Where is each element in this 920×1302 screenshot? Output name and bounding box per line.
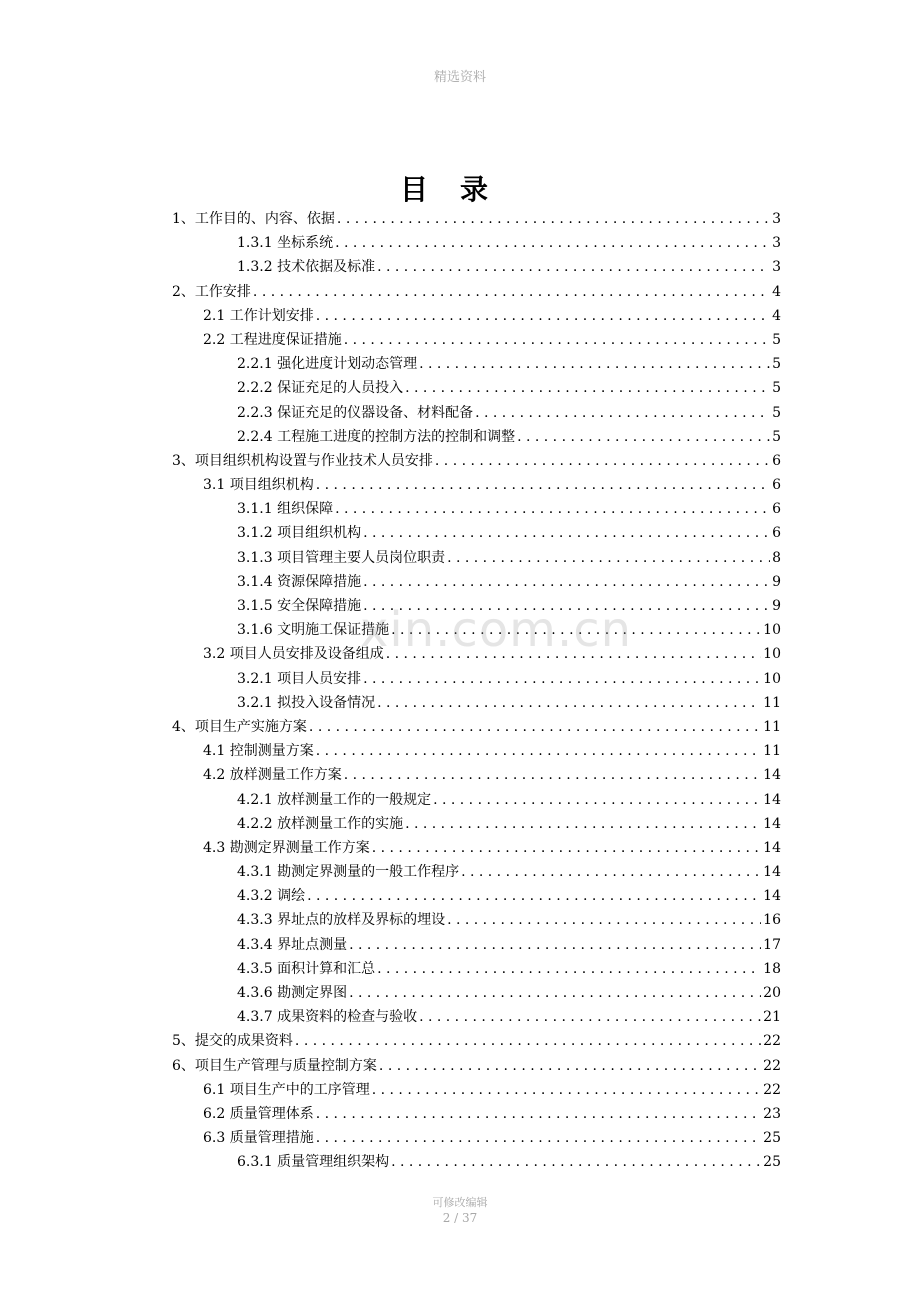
toc-leader-dots [363,521,770,545]
toc-leader-dots [377,255,770,279]
toc-entry-label: 4.1 控制测量方案 [203,743,314,760]
toc-entry-label: 6.3.1 质量管理组织架构 [237,1154,390,1171]
toc-entry-page: 22 [763,1081,781,1098]
toc-entry-label: 1.3.1 坐标系统 [237,235,334,252]
toc-entry-page: 4 [772,283,781,300]
toc-entry[interactable] [172,570,781,594]
toc-entry-label: 2.2 工程进度保证措施 [203,331,342,348]
toc-entry[interactable] [172,449,781,473]
toc-entry-label: 4.2.2 放样测量工作的实施 [237,815,404,832]
toc-leader-dots [379,1054,761,1078]
toc-leader-dots [405,812,761,836]
toc-entry-label: 1、工作目的、内容、依据 [172,211,335,227]
toc-entry-page: 9 [772,598,781,614]
toc-entry-page: 14 [763,888,781,905]
toc-entry-label: 3.2 项目人员安排及设备组成 [203,646,384,663]
toc-entry[interactable] [172,1150,781,1174]
toc-leader-dots [419,352,770,376]
toc-entry-page: 4 [772,307,781,324]
toc-leader-dots [447,908,761,932]
toc-entry-page: 25 [763,1154,781,1171]
toc-entry-label: 4.3.1 勘测定界测量的一般工作程序 [237,864,460,881]
toc-entry-page: 10 [763,646,781,663]
toc-entry-label: 6.2 质量管理体系 [203,1105,314,1122]
toc-entry[interactable] [172,667,781,691]
toc-leader-dots [372,836,761,860]
toc-entry[interactable] [172,352,781,376]
toc-entry-label: 1.3.2 技术依据及标准 [237,259,376,276]
page-number: 2 / 37 [442,1211,478,1225]
toc-entry-page: 5 [772,380,781,397]
toc-leader-dots [307,884,761,908]
toc-leader-dots [316,739,761,763]
toc-leader-dots [316,304,770,328]
toc-entry-label: 6.3 质量管理措施 [203,1130,314,1147]
toc-leader-dots [363,667,761,691]
toc-entry-label: 3.1.1 组织保障 [237,501,334,518]
toc-entry-page: 16 [763,912,781,929]
toc-leader-dots [335,231,770,255]
toc-leader-dots [253,280,770,304]
toc-leader-dots [349,981,761,1005]
toc-entry[interactable] [172,1029,781,1053]
toc-entry-page: 8 [772,549,781,566]
toc-entry-label: 6、项目生产管理与质量控制方案 [172,1057,377,1074]
toc-entry-label: 4、项目生产实施方案 [172,718,307,735]
toc-entry-page: 3 [772,235,781,252]
toc-leader-dots [344,328,770,352]
toc-entry-page: 6 [772,477,781,494]
toc-leader-dots [433,788,761,812]
toc-leader-dots [335,497,770,521]
toc-entry-page: 22 [763,1057,781,1074]
toc-entry-label: 6.1 项目生产中的工序管理 [203,1081,370,1098]
toc-entry[interactable] [172,812,781,836]
toc-entry-label: 4.2.1 放样测量工作的一般规定 [237,791,432,808]
toc-entry-label: 3.1.4 资源保障措施 [237,573,362,590]
table-of-contents [172,207,781,1175]
toc-entry-label: 4.3.6 勘测定界图 [237,985,348,1001]
toc-entry[interactable] [172,497,781,521]
toc-entry[interactable] [172,715,781,739]
toc-leader-dots [391,1150,761,1174]
toc-entry-label: 3.1.5 安全保障措施 [237,598,362,614]
toc-entry[interactable] [172,376,781,400]
toc-entry-label: 4.3.2 调绘 [237,888,306,905]
toc-entry-page: 20 [763,985,781,1001]
toc-entry-page: 14 [763,767,781,784]
toc-entry-page: 3 [772,211,781,227]
toc-entry-page: 5 [772,331,781,348]
toc-entry-page: 6 [772,501,781,518]
toc-entry-page: 11 [763,718,781,735]
toc-entry-page: 5 [772,428,781,445]
toc-entry-label: 2.2.2 保证充足的人员投入 [237,380,404,397]
toc-leader-dots [405,376,770,400]
toc-leader-dots [461,860,761,884]
toc-entry-page: 3 [772,259,781,276]
toc-entry-page: 21 [763,1009,781,1026]
toc-entry-page: 14 [763,815,781,832]
toc-entry-page: 11 [763,743,781,760]
toc-entry-label: 3.1 项目组织机构 [203,477,314,494]
toc-leader-dots [295,1029,761,1053]
toc-entry[interactable] [172,981,781,1005]
toc-entry[interactable] [172,304,781,328]
toc-entry[interactable] [172,231,781,255]
toc-entry[interactable] [172,425,781,449]
toc-entry-page: 5 [772,404,781,421]
toc-entry-label: 4.3.4 界址点测量 [237,936,348,953]
toc-entry-label: 3.2.1 拟投入设备情况 [237,694,376,711]
toc-entry-page: 23 [763,1105,781,1122]
toc-entry-label: 2、工作安排 [172,283,251,300]
toc-entry[interactable] [172,207,781,231]
toc-entry-label: 3.1.6 文明施工保证措施 [237,622,390,639]
toc-leader-dots [419,1005,761,1029]
toc-leader-dots [377,691,761,715]
toc-entry-page: 10 [763,670,781,687]
toc-entry-label: 3.1.2 项目组织机构 [237,525,362,542]
toc-entry-label: 4.3.3 界址点的放样及界标的埋设 [237,912,446,929]
toc-entry-label: 2.2.4 工程施工进度的控制方法的控制和调整 [237,428,516,445]
toc-leader-dots [435,449,770,473]
toc-leader-dots [337,207,770,231]
toc-entry-label: 3.2.1 项目人员安排 [237,670,362,687]
watermark: xin.com.cn [360,602,633,658]
toc-leader-dots [377,957,761,981]
toc-entry[interactable] [172,788,781,812]
toc-entry[interactable] [172,739,781,763]
toc-entry-page: 17 [763,936,781,953]
toc-entry[interactable] [172,1126,781,1150]
toc-entry[interactable] [172,860,781,884]
toc-entry[interactable] [172,836,781,860]
toc-leader-dots [309,715,761,739]
toc-entry-page: 14 [763,839,781,856]
toc-leader-dots [517,425,770,449]
toc-entry[interactable] [172,546,781,570]
toc-title: 目录 [399,173,520,206]
toc-entry[interactable] [172,1054,781,1078]
toc-entry-label: 2.2.1 强化进度计划动态管理 [237,356,418,373]
toc-entry[interactable] [172,1005,781,1029]
toc-entry[interactable] [172,691,781,715]
toc-entry[interactable] [172,884,781,908]
footer-note: 可修改编辑 [432,1196,488,1209]
toc-leader-dots [316,1126,761,1150]
toc-leader-dots [349,933,761,957]
toc-entry[interactable] [172,957,781,981]
toc-leader-dots [475,401,770,425]
toc-entry-page: 22 [763,1033,781,1050]
toc-entry-label: 3、项目组织机构设置与作业技术人员安排 [172,452,433,469]
header-note: 精选资料 [433,70,486,85]
toc-entry-page: 18 [763,960,781,977]
toc-entry-label: 4.3.5 面积计算和汇总 [237,960,376,977]
toc-entry-page: 5 [772,356,781,373]
toc-entry-page: 14 [763,864,781,881]
toc-leader-dots [363,570,770,594]
toc-leader-dots [316,473,770,497]
toc-entry[interactable] [172,328,781,352]
toc-entry[interactable] [172,521,781,545]
toc-entry-label: 4.3.7 成果资料的检查与验收 [237,1009,418,1026]
toc-entry[interactable] [172,255,781,279]
toc-entry[interactable] [172,473,781,497]
toc-entry[interactable] [172,401,781,425]
toc-entry-page: 25 [763,1130,781,1147]
toc-entry-label: 4.2 放样测量工作方案 [203,767,342,784]
toc-entry-label: 3.1.3 项目管理主要人员岗位职责 [237,549,446,566]
toc-entry-page: 14 [763,791,781,808]
toc-leader-dots [316,1102,761,1126]
toc-entry-label: 2.1 工作计划安排 [203,307,314,324]
toc-entry[interactable] [172,933,781,957]
toc-entry-label: 4.3 勘测定界测量工作方案 [203,839,370,856]
toc-leader-dots [344,763,761,787]
toc-entry-label: 5、提交的成果资料 [172,1033,293,1050]
toc-entry-page: 6 [772,452,781,469]
toc-entry[interactable] [172,280,781,304]
toc-entry[interactable] [172,1078,781,1102]
toc-entry[interactable] [172,908,781,932]
toc-entry-label: 2.2.3 保证充足的仪器设备、材料配备 [237,404,474,421]
toc-entry-page: 11 [763,694,781,711]
toc-entry-page: 6 [772,525,781,542]
toc-entry-page: 10 [763,622,781,639]
toc-entry[interactable] [172,763,781,787]
toc-entry[interactable] [172,1102,781,1126]
toc-entry-page: 9 [772,573,781,590]
toc-leader-dots [447,546,770,570]
toc-leader-dots [372,1078,761,1102]
